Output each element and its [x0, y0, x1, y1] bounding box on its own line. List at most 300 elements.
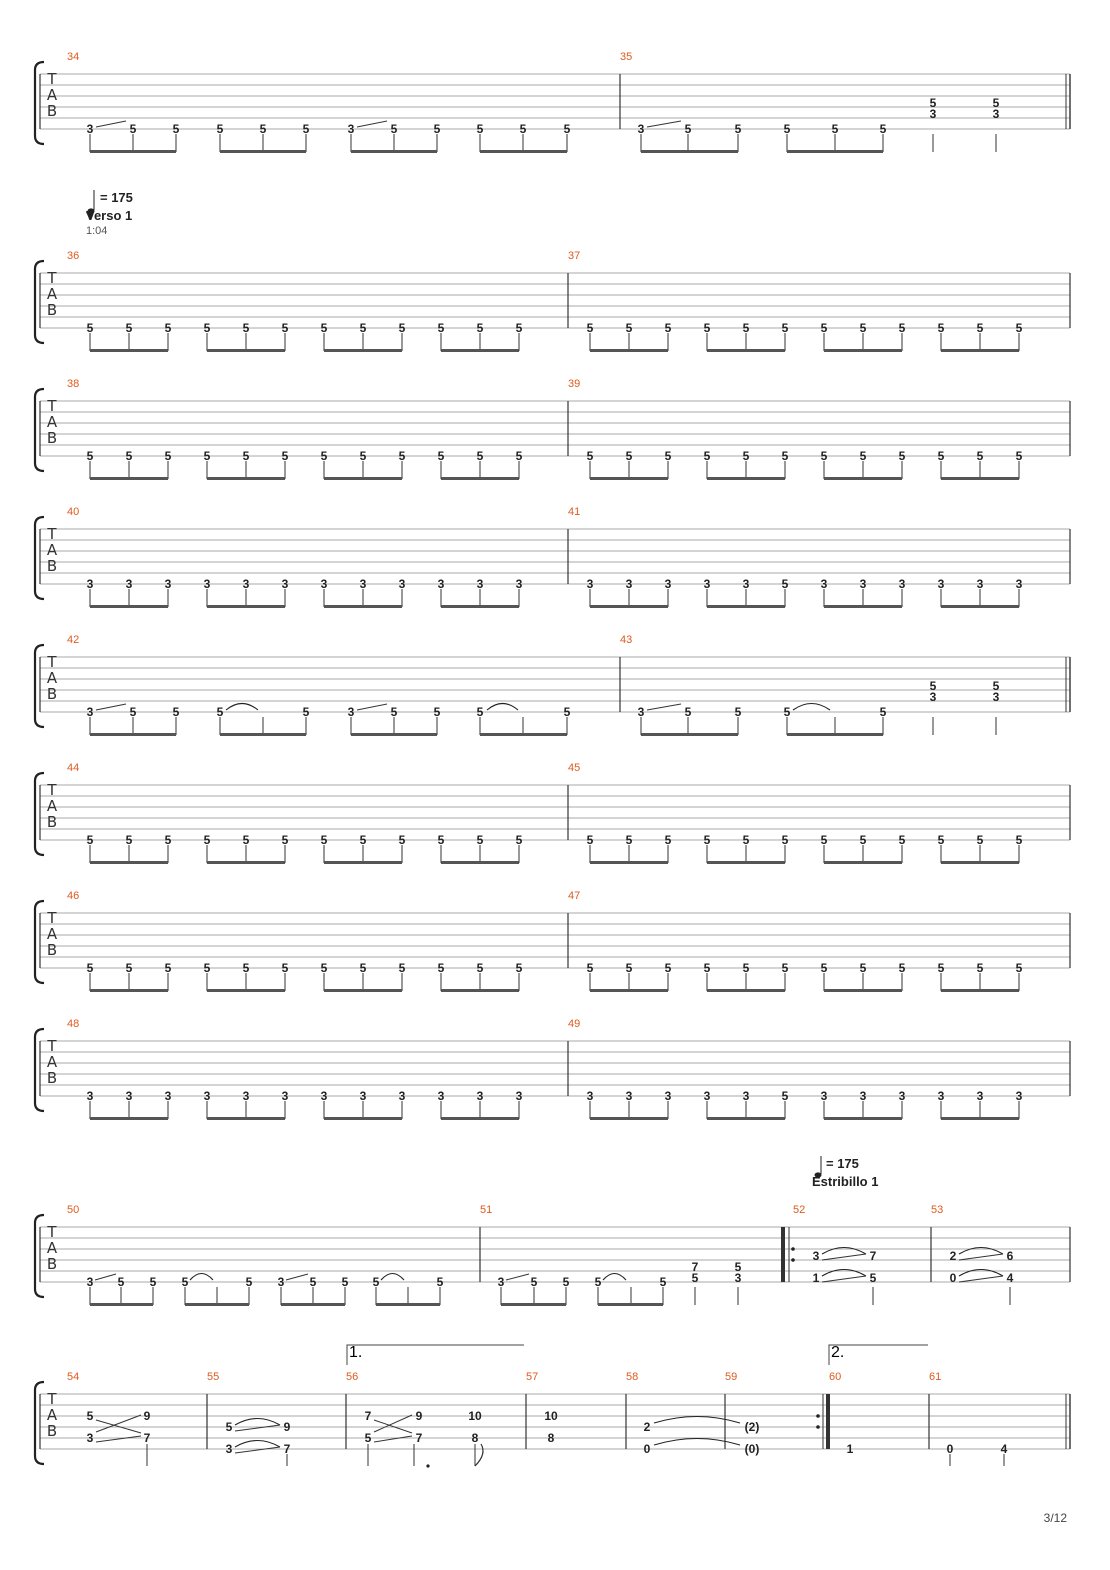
fret-number: 3 [437, 1089, 445, 1103]
fret-number: 5 [976, 321, 984, 335]
fret-number: 3 [820, 577, 828, 591]
fret-number: 5 [476, 705, 484, 719]
tab-clef-letter: T [47, 909, 57, 927]
fret-number: 5 [586, 833, 594, 847]
note-beam [207, 1117, 285, 1120]
fret-number: 9 [415, 1409, 423, 1423]
fret-number: 5 [929, 96, 937, 110]
repeat-end-thick [826, 1394, 830, 1449]
fret-number: 5 [594, 1275, 602, 1289]
repeat-dot [791, 1247, 795, 1251]
fret-number: 5 [476, 122, 484, 136]
tab-clef-letter: T [47, 70, 57, 88]
tab-clef-letter: T [47, 1037, 57, 1055]
note-beam [220, 733, 306, 736]
fret-number: 5 [364, 1431, 372, 1445]
note-beam [441, 349, 519, 352]
fret-number: 5 [216, 705, 224, 719]
fret-number: 5 [742, 449, 750, 463]
measure-number: 36 [67, 250, 80, 262]
tab-clef-letter: T [47, 653, 57, 671]
tab-clef-letter: B [46, 301, 58, 319]
note-beam [941, 477, 1019, 480]
note-beam [441, 989, 519, 992]
slide-line [95, 1274, 116, 1280]
fret-number: 5 [976, 961, 984, 975]
fret-number: 8 [471, 1431, 479, 1445]
tab-clef-letter: A [46, 541, 58, 559]
fret-number: 3 [164, 1089, 172, 1103]
fret-number: 5 [734, 1260, 742, 1274]
tab-clef-letter: A [46, 797, 58, 815]
tab-clef-letter: A [46, 1239, 58, 1257]
note-beam [707, 989, 785, 992]
note-beam [351, 733, 437, 736]
fret-number: 5 [859, 961, 867, 975]
fret-number: 5 [976, 833, 984, 847]
fret-number: 3 [437, 577, 445, 591]
slide-line [235, 1425, 280, 1431]
fret-number: 5 [302, 705, 310, 719]
fret-number: 5 [586, 961, 594, 975]
fret-number: 5 [742, 833, 750, 847]
fret-number: 5 [586, 321, 594, 335]
fret-number: 5 [281, 321, 289, 335]
note-beam [90, 477, 168, 480]
slide-line [96, 1436, 141, 1442]
tab-clef-letter: A [46, 1406, 58, 1424]
measure-number: 61 [929, 1371, 942, 1383]
fret-number: 3 [1015, 577, 1023, 591]
fret-number: 5 [129, 122, 137, 136]
fret-number: 3 [281, 1089, 289, 1103]
tab-clef-letter: T [47, 525, 57, 543]
note-beam [480, 150, 567, 153]
tab-clef-letter: A [46, 86, 58, 104]
fret-number: 3 [992, 107, 1000, 121]
fret-number: 5 [742, 961, 750, 975]
note-beam [824, 477, 902, 480]
fret-number: 2 [949, 1249, 957, 1263]
tab-clef-letter: B [46, 429, 58, 447]
tie-slur [235, 1441, 280, 1448]
repeat-dot [816, 1425, 820, 1429]
note-beam [707, 605, 785, 608]
note-beam [90, 605, 168, 608]
fret-number: 5 [879, 705, 887, 719]
note-beam [480, 733, 567, 736]
fret-number: 5 [625, 833, 633, 847]
fret-number: 5 [172, 705, 180, 719]
note-beam [90, 150, 176, 153]
note-beam [941, 861, 1019, 864]
slide-line [96, 1415, 141, 1432]
fret-number: 5 [734, 122, 742, 136]
fret-number: 7 [869, 1249, 877, 1263]
fret-number: 5 [359, 449, 367, 463]
tie-slur [226, 704, 258, 711]
note-beam [90, 861, 168, 864]
section-label: Verso 1 [86, 208, 133, 223]
section-label: Estribillo 1 [812, 1174, 879, 1189]
fret-number: 5 [625, 961, 633, 975]
fret-number: 3 [164, 577, 172, 591]
fret-number: 3 [86, 1275, 94, 1289]
tab-clef-letter: A [46, 1053, 58, 1071]
fret-number: 3 [812, 1249, 820, 1263]
fret-number: 3 [476, 1089, 484, 1103]
tab-clef-letter: T [47, 397, 57, 415]
fret-number: 5 [476, 449, 484, 463]
tab-clef-letter: A [46, 669, 58, 687]
fret-number: 5 [859, 321, 867, 335]
fret-number: 5 [1015, 833, 1023, 847]
note-beam [441, 605, 519, 608]
fret-number: 9 [143, 1409, 151, 1423]
fret-number: 3 [125, 1089, 133, 1103]
note-beam [824, 349, 902, 352]
fret-number: 3 [86, 577, 94, 591]
tie-slur [822, 1248, 866, 1255]
fret-number: 3 [347, 122, 355, 136]
fret-number: 5 [781, 449, 789, 463]
fret-number: 3 [86, 705, 94, 719]
measure-number: 46 [67, 890, 80, 902]
fret-number: 7 [364, 1409, 372, 1423]
fret-number: 3 [1015, 1089, 1023, 1103]
fret-number: 3 [859, 1089, 867, 1103]
measure-number: 47 [568, 890, 581, 902]
fret-number: 3 [398, 577, 406, 591]
fret-number: 5 [320, 961, 328, 975]
fret-number: 5 [125, 961, 133, 975]
fret-number: 5 [476, 833, 484, 847]
fret-number: 5 [664, 321, 672, 335]
fret-number: 3 [359, 577, 367, 591]
note-beam [351, 150, 437, 153]
note-beam [441, 477, 519, 480]
note-beam [590, 349, 668, 352]
fret-number: 3 [859, 577, 867, 591]
fret-number: 5 [1015, 449, 1023, 463]
fret-number: 5 [664, 961, 672, 975]
tab-clef-letter: A [46, 285, 58, 303]
fret-number: 5 [898, 321, 906, 335]
fret-number: 5 [703, 449, 711, 463]
fret-number: 3 [664, 577, 672, 591]
tie-slur [959, 1270, 1003, 1277]
tab-clef-letter: B [46, 1422, 58, 1440]
volta-bracket [347, 1345, 524, 1365]
note-beam [207, 477, 285, 480]
fret-number: 0 [643, 1442, 651, 1456]
fret-number: 5 [515, 833, 523, 847]
slide-line [286, 1274, 308, 1280]
fret-number: 5 [937, 833, 945, 847]
fret-number: 5 [783, 705, 791, 719]
fret-number: 5 [181, 1275, 189, 1289]
measure-number: 34 [67, 51, 80, 63]
note-beam [941, 1117, 1019, 1120]
measure-number: 53 [931, 1204, 944, 1216]
fret-number: 5 [898, 961, 906, 975]
fret-number: 5 [734, 705, 742, 719]
fret-number: 6 [1006, 1249, 1014, 1263]
tempo-value: = 175 [826, 1156, 859, 1171]
fret-number: 3 [976, 1089, 984, 1103]
fret-number: 5 [359, 961, 367, 975]
fret-number: 5 [742, 321, 750, 335]
fret-number: 3 [929, 107, 937, 121]
tab-clef-letter: T [47, 781, 57, 799]
fret-number: 5 [129, 705, 137, 719]
fret-number: 5 [216, 122, 224, 136]
note-beam [376, 1303, 440, 1306]
measure-number: 58 [626, 1371, 639, 1383]
fret-number: 5 [562, 1275, 570, 1289]
fret-number: 5 [125, 833, 133, 847]
measure-number: 38 [67, 378, 80, 390]
fret-number: 3 [398, 1089, 406, 1103]
fret-number: 3 [359, 1089, 367, 1103]
fret-number: 3 [742, 1089, 750, 1103]
fret-number: 5 [437, 321, 445, 335]
tie-slur [487, 704, 518, 711]
note-beam [590, 861, 668, 864]
note-beam [324, 989, 402, 992]
fret-number: 5 [117, 1275, 125, 1289]
note-beam [324, 861, 402, 864]
fret-number: 4 [1000, 1442, 1008, 1456]
note-beam [207, 861, 285, 864]
fret-number: 5 [203, 961, 211, 975]
fret-number: 5 [476, 961, 484, 975]
fret-number: 5 [437, 449, 445, 463]
fret-number: 5 [586, 449, 594, 463]
fret-number: 5 [125, 449, 133, 463]
fret-number: 3 [703, 577, 711, 591]
slide-line [647, 704, 681, 710]
fret-number: 3 [742, 577, 750, 591]
fret-number: 5 [359, 833, 367, 847]
fret-number: 3 [125, 577, 133, 591]
note-beam [641, 733, 738, 736]
fret-number: 7 [691, 1260, 699, 1274]
slide-line [96, 704, 126, 710]
fret-number: 5 [515, 449, 523, 463]
fret-number: 5 [437, 961, 445, 975]
fret-number: 3 [992, 690, 1000, 704]
fret-number: 5 [879, 122, 887, 136]
fret-number: 5 [320, 833, 328, 847]
measure-number: 60 [829, 1371, 842, 1383]
fret-number: 3 [347, 705, 355, 719]
note-beam [824, 861, 902, 864]
note-beam [207, 989, 285, 992]
slide-line [357, 704, 387, 710]
tab-clef-letter: A [46, 413, 58, 431]
fret-number: 5 [937, 449, 945, 463]
tie-slur [959, 1248, 1003, 1255]
fret-number: 5 [86, 961, 94, 975]
fret-number: 8 [547, 1431, 555, 1445]
tie-slur [190, 1274, 213, 1281]
fret-number: 3 [734, 1271, 742, 1285]
fret-number: 3 [203, 1089, 211, 1103]
note-beam [941, 605, 1019, 608]
fret-number: 3 [277, 1275, 285, 1289]
measure-number: 52 [793, 1204, 806, 1216]
measure-number: 54 [67, 1371, 80, 1383]
measure-number: 39 [568, 378, 581, 390]
note-beam [90, 989, 168, 992]
note-beam [441, 1117, 519, 1120]
fret-number: 5 [898, 449, 906, 463]
fret-number: 5 [242, 961, 250, 975]
fret-number: 3 [586, 1089, 594, 1103]
fret-number: 5 [359, 321, 367, 335]
fret-number: 3 [476, 577, 484, 591]
tab-clef-letter: T [47, 269, 57, 287]
fret-number: 3 [203, 577, 211, 591]
fret-number: 5 [437, 833, 445, 847]
fret-number: 5 [164, 961, 172, 975]
fret-number: 5 [281, 833, 289, 847]
fret-number: 3 [497, 1275, 505, 1289]
note-beam [941, 989, 1019, 992]
fret-number: 2 [643, 1420, 651, 1434]
fret-number: 5 [820, 961, 828, 975]
fret-number: 3 [86, 122, 94, 136]
slide-line [959, 1254, 1003, 1260]
note-beam [824, 1117, 902, 1120]
note-beam [598, 1303, 663, 1306]
fret-number: 5 [242, 449, 250, 463]
fret-number: 5 [320, 449, 328, 463]
fret-number: 5 [781, 577, 789, 591]
note-beam [207, 349, 285, 352]
fret-number: 3 [320, 577, 328, 591]
measure-number: 44 [67, 762, 80, 774]
fret-number: (0) [744, 1442, 760, 1456]
fret-number: 5 [390, 122, 398, 136]
note-beam [824, 605, 902, 608]
fret-number: 3 [937, 1089, 945, 1103]
fret-number: 3 [242, 577, 250, 591]
fret-number: 7 [415, 1431, 423, 1445]
fret-number: 5 [1015, 321, 1023, 335]
tab-clef-letter: B [46, 557, 58, 575]
slide-line [374, 1415, 412, 1432]
fret-number: 5 [398, 833, 406, 847]
fret-number: 5 [436, 1275, 444, 1289]
fret-number: 5 [320, 321, 328, 335]
note-beam [941, 349, 1019, 352]
fret-number: 5 [976, 449, 984, 463]
fret-number: 5 [783, 122, 791, 136]
fret-number: 5 [390, 705, 398, 719]
fret-number: 10 [544, 1409, 558, 1423]
note-beam [441, 861, 519, 864]
fret-number: 5 [515, 961, 523, 975]
fret-number: 5 [302, 122, 310, 136]
fret-number: 5 [86, 321, 94, 335]
measure-number: 37 [568, 250, 581, 262]
note-beam [824, 989, 902, 992]
fret-number: 5 [992, 96, 1000, 110]
fret-number: 5 [684, 705, 692, 719]
fret-number: 5 [281, 961, 289, 975]
fret-number: 4 [1006, 1271, 1014, 1285]
note-beam [590, 477, 668, 480]
fret-number: 5 [164, 833, 172, 847]
fret-number: 3 [515, 1089, 523, 1103]
fret-number: 5 [703, 833, 711, 847]
fret-number: 3 [937, 577, 945, 591]
fret-number: 5 [433, 705, 441, 719]
note-beam [787, 733, 883, 736]
fret-number: 3 [86, 1089, 94, 1103]
tie-slur [822, 1270, 866, 1277]
fret-number: 5 [515, 321, 523, 335]
fret-number: 5 [691, 1271, 699, 1285]
fret-number: 5 [859, 833, 867, 847]
slide-line [96, 121, 126, 127]
fret-number: 5 [625, 321, 633, 335]
tab-clef-letter: B [46, 1255, 58, 1273]
fret-number: 5 [125, 321, 133, 335]
page-number: 3/12 [1043, 1511, 1067, 1525]
slide-line [374, 1436, 412, 1442]
fret-number: 3 [625, 577, 633, 591]
fret-number: 5 [242, 833, 250, 847]
fret-number: 3 [86, 1431, 94, 1445]
volta-label: 2. [831, 1344, 845, 1361]
fret-number: 5 [664, 449, 672, 463]
fret-number: 3 [898, 1089, 906, 1103]
measure-number: 42 [67, 634, 80, 646]
tab-clef-letter: B [46, 102, 58, 120]
fret-number: 5 [659, 1275, 667, 1289]
measure-number: 35 [620, 51, 633, 63]
slide-line [235, 1447, 280, 1453]
fret-number: 7 [283, 1442, 291, 1456]
slide-line [647, 121, 681, 127]
fret-number: 5 [149, 1275, 157, 1289]
tempo-value: = 175 [100, 190, 133, 205]
note-beam [707, 477, 785, 480]
note-beam [324, 605, 402, 608]
fret-number: 5 [820, 449, 828, 463]
fret-number: 5 [937, 321, 945, 335]
measure-number: 50 [67, 1204, 80, 1216]
fret-number: 5 [664, 833, 672, 847]
note-beam [90, 349, 168, 352]
slide-line [959, 1276, 1003, 1282]
note-beam [590, 605, 668, 608]
fret-number: 5 [820, 833, 828, 847]
section-time: 1:04 [86, 225, 108, 237]
fret-number: 5 [203, 449, 211, 463]
fret-number: 5 [242, 321, 250, 335]
measure-number: 43 [620, 634, 633, 646]
fret-number: 5 [203, 833, 211, 847]
note-beam [707, 349, 785, 352]
note-beam [501, 1303, 566, 1306]
fret-number: 3 [703, 1089, 711, 1103]
fret-number: 3 [637, 122, 645, 136]
fret-number: 5 [86, 1409, 94, 1423]
